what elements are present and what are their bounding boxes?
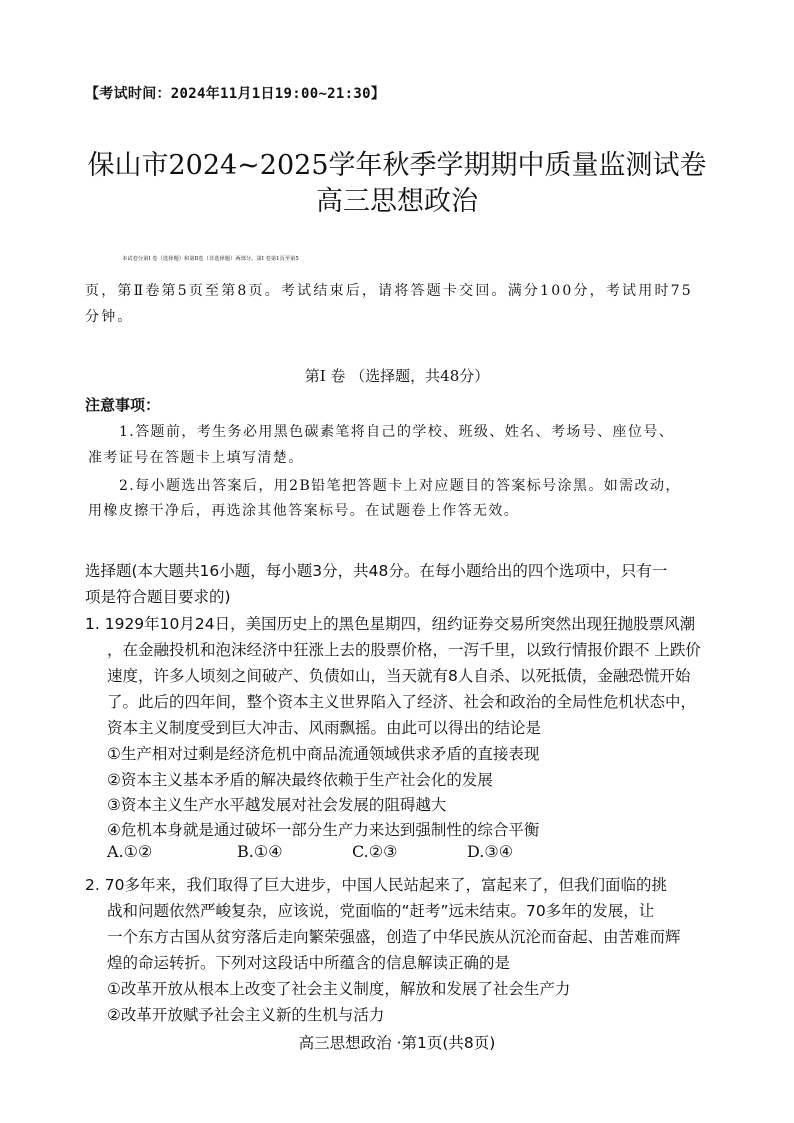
- notice-item: 2.每小题选出答案后，用2B铅笔把答题卡上对应题目的答案标号涂黑。如需改动，: [119, 478, 681, 494]
- option-b: B.①④: [237, 842, 283, 861]
- section-line: 项是符合题目要求的): [85, 588, 231, 606]
- statement-item: ①改革开放从根本上改变了社会主义制度，解放和发展了社会生产力: [107, 980, 571, 998]
- question-text: 煌的命运转折。下列对这段话中所蕴含的信息解读正确的是: [107, 954, 511, 972]
- notice-item: 用橡皮擦干净后，再选涂其他答案标号。在试题卷上作答无效。: [88, 503, 520, 519]
- statement-item: ④危机本身就是通过破坏一部分生产力来达到强制性的综合平衡: [107, 821, 540, 839]
- page-footer: 高三思想政治 ·第1页(共8页): [298, 1034, 496, 1052]
- notice-item: 1.答题前，考生务必用黑色碳素笔将自己的学校、班级、姓名、考场号、座位号、: [119, 424, 675, 440]
- question-text: 资本主义制度受到巨大冲击、风雨飘摇。由此可以得出的结论是: [107, 719, 542, 737]
- statement-item: ①生产相对过剩是经济危机中商品流通领域供求矛盾的直接表现: [107, 745, 540, 763]
- notice-item: 准考证号在答题卡上填写清楚。: [88, 450, 304, 466]
- notice-title: 注意事项：: [85, 396, 161, 414]
- statement-item: ③资本主义生产水平越发展对社会发展的阻碍越大: [107, 796, 447, 814]
- question-text: 1. 1929年10月24日，美国历史上的黑色星期四，纽约证券交易所突然出现狂抛股票风潮: [85, 615, 696, 633]
- subject-title: 高三思想政治: [316, 186, 478, 217]
- section-line: 选择题(本大题共16小题，每小题3分，共48分。在每小题给出的四个选项中，只有一: [85, 562, 668, 580]
- question-text: 了。此后的四年间，整个资本主义世界陷入了经济、社会和政治的全局性危机状态中，: [107, 693, 697, 711]
- option-c: C.②③: [352, 842, 398, 861]
- exam-time: 【考试时间：2024年11月1日19:00~21:30】: [85, 86, 386, 102]
- question-text: 战和问题依然严峻复杂，应该说，党面临的“赶考”远未结束。70多年的发展，让: [107, 902, 655, 920]
- option-a: A.①②: [107, 842, 153, 861]
- question-text: ，在金融投机和泡沫经济中狂涨上去的股票价格，一泻千里，以致行情报价跟不 上跌价: [107, 641, 701, 659]
- question-text: 一个东方古国从贫穷落后走向繁荣强盛，创造了中华民族从沉沦而奋起、由苦难而辉: [107, 928, 681, 946]
- intro-line: 页，第Ⅱ卷第5页至第8页。考试结束后，请将答题卡交回。满分100分，考试用时75: [85, 283, 693, 299]
- statement-item: ②资本主义基本矛盾的解决最终依赖于生产社会化的发展: [107, 771, 493, 789]
- part-heading: 第Ⅰ 卷 （选择题，共48分）: [304, 367, 490, 385]
- intro-line: 分钟。: [85, 309, 134, 325]
- statement-item: ②改革开放赋予社会主义新的生机与活力: [107, 1006, 385, 1024]
- intro-line: 本试卷分第Ⅰ 卷（选择题）和第Ⅱ卷（非选择题）两部分。第Ⅰ 卷第1页至第5: [122, 256, 299, 262]
- exam-title: 保山市2024~2025学年秋季学期期中质量监测试卷: [87, 150, 707, 181]
- option-d: D.③④: [467, 842, 514, 861]
- answer-options: [107, 842, 707, 864]
- question-text: 速度，许多人顷刻之间破产、负债如山，当天就有8人自杀、以死抵债，金融恐慌开始: [107, 667, 691, 685]
- question-text: 2. 70多年来，我们取得了巨大进步，中国人民站起来了，富起来了，但我们面临的挑: [85, 876, 667, 894]
